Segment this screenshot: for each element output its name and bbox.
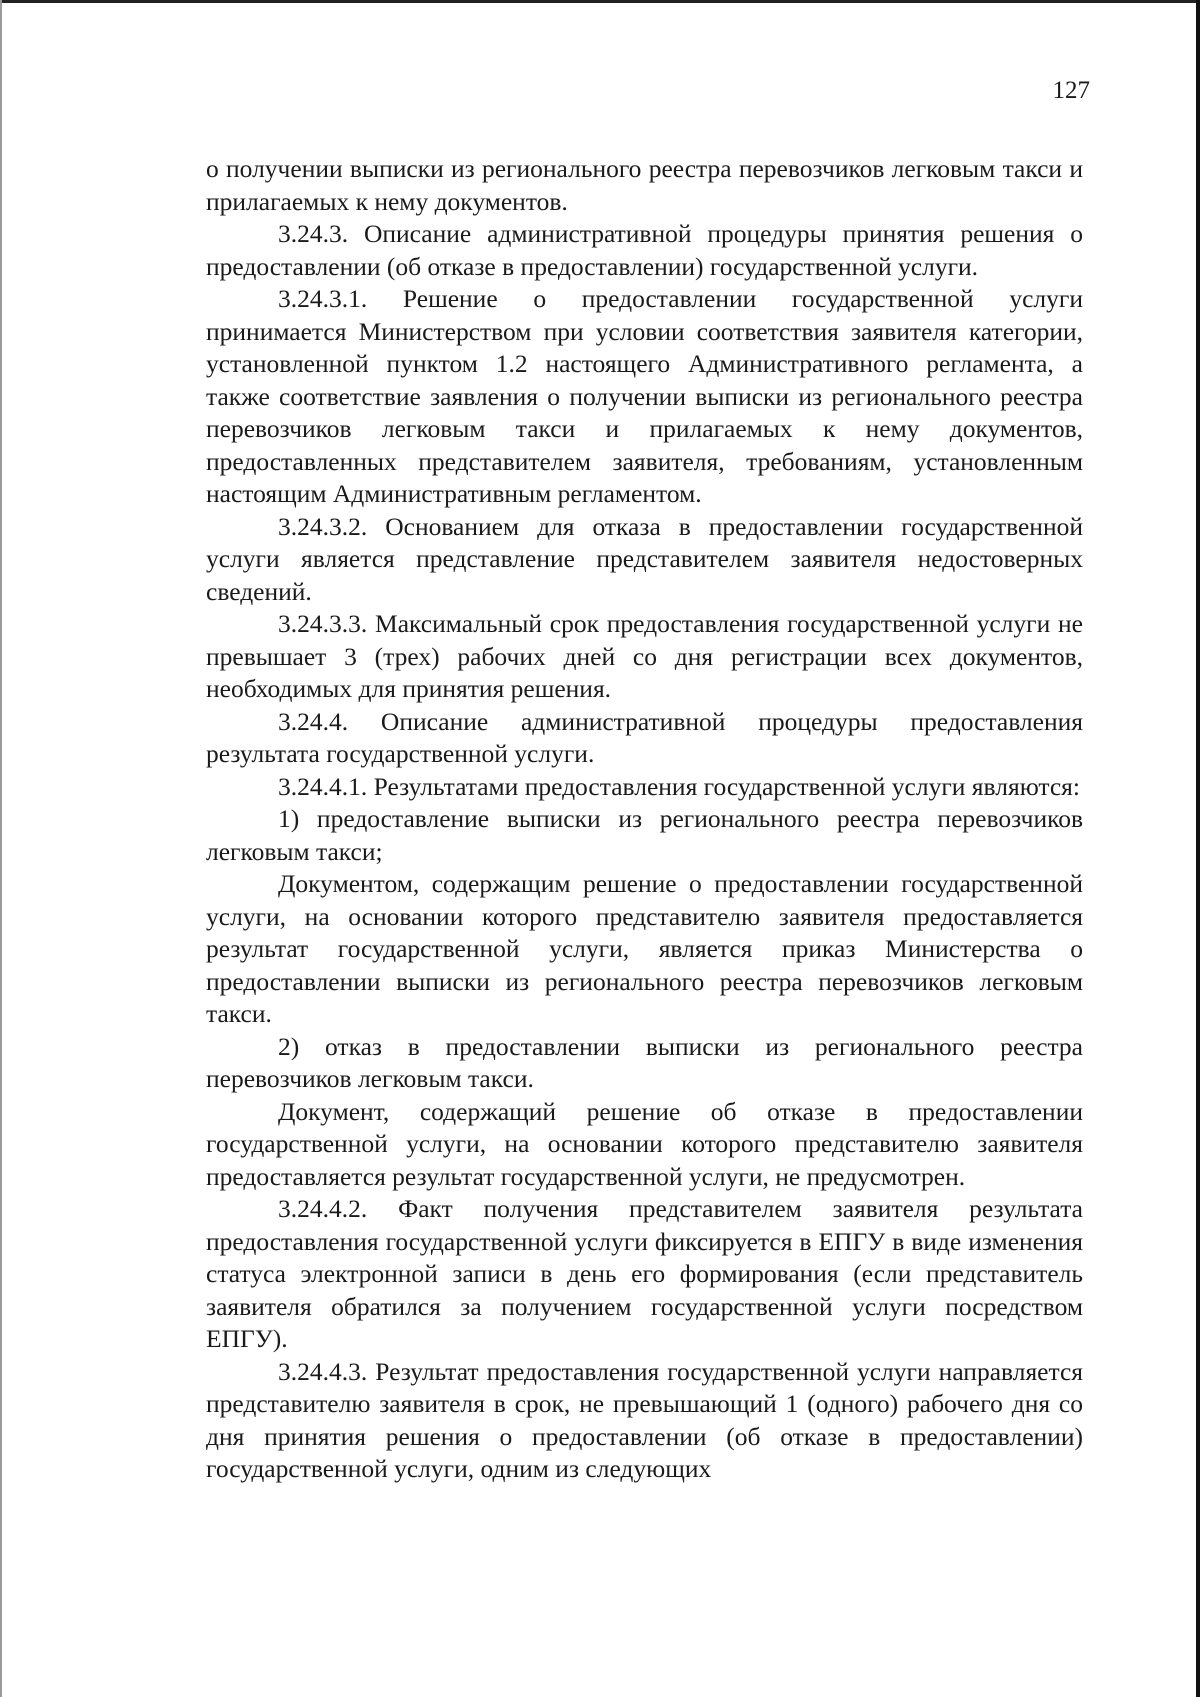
document-body: [206, 153, 1083, 1486]
paragraph-3-24-4: 3.24.4. Описание административной процедуры предоставления результата государственной услуги.: [206, 706, 1083, 768]
paragraph-3-24-4-3: 3.24.4.3. Результат предоставления государственной услуги направляется представителю заявителя в срок, не превышающий 1 (одного) рабочего дня со дня принятия решения о предоставлении (об отказе в предоставлении) государственной услуги, одним из следующих: [206, 1356, 1083, 1483]
paragraph-3-24-3-3: 3.24.3.3. Максимальный срок предоставления государственной услуги не превышает 3 (трех) рабочих дней со дня регистрации всех документов, необходимых для принятия решения.: [206, 609, 1083, 703]
list-item-1: 1) предоставление выписки из регионального реестра перевозчиков легковым такси;: [206, 804, 1083, 866]
paragraph-3-24-4-2: 3.24.4.2. Факт получения представителем заявителя результата предоставления государственной услуги фиксируется в ЕПГУ в виде изменения статуса электронной записи в день его формирования (если представитель заявителя обратился за получением государственной услуги посредством ЕПГУ).: [206, 1194, 1083, 1353]
list-item-2: 2) отказ в предоставлении выписки из регионального реестра перевозчиков легковым такси.: [206, 1031, 1083, 1093]
paragraph-3-24-4-1: 3.24.4.1. Результатами предоставления государственной услуги являются:: [278, 771, 1080, 801]
paragraph-3-24-3-1: 3.24.3.1. Решение о предоставлении государственной услуги принимается Министерством при условии соответствия заявителя категории, установленной пунктом 1.2 настоящего Административного регламента, а также соответствие заявления о получении выписки из регионального реестра перевозчиков легковым такси и прилагаемых к нему документов, предоставленных представителем заявителя, требованиям, установленным настоящим Административным регламентом.: [206, 284, 1083, 508]
paragraph-3-24-3-2: 3.24.3.2. Основанием для отказа в предоставлении государственной услуги является представление представителем заявителя недостоверных сведений.: [206, 511, 1083, 606]
paragraph-3-24-3: 3.24.3. Описание административной процедуры принятия решения о предоставлении (об отказе в предоставлении) государственной услуги.: [206, 219, 1083, 281]
page-top-edge: [0, 0, 1200, 3]
page-right-edge: [1196, 0, 1200, 1697]
paragraph-continuation: о получении выписки из регионального реестра перевозчиков легковым такси и прилагаемых к нему документов.: [206, 154, 1083, 216]
page-left-edge: [0, 0, 2, 1697]
paragraph-document-grant: Документом, содержащим решение о предоставлении государственной услуги, на основании которого представителю заявителя предоставляется результат государственной услуги, является приказ Министерства о предоставлении выписки из регионального реестра перевозчиков легковым такси.: [206, 869, 1083, 1028]
page-number: 127: [1052, 77, 1090, 104]
paragraph-document-refusal: Документ, содержащий решение об отказе в предоставлении государственной услуги, на основании которого представителю заявителя предоставляется результат государственной услуги, не предусмотрен.: [206, 1096, 1083, 1191]
